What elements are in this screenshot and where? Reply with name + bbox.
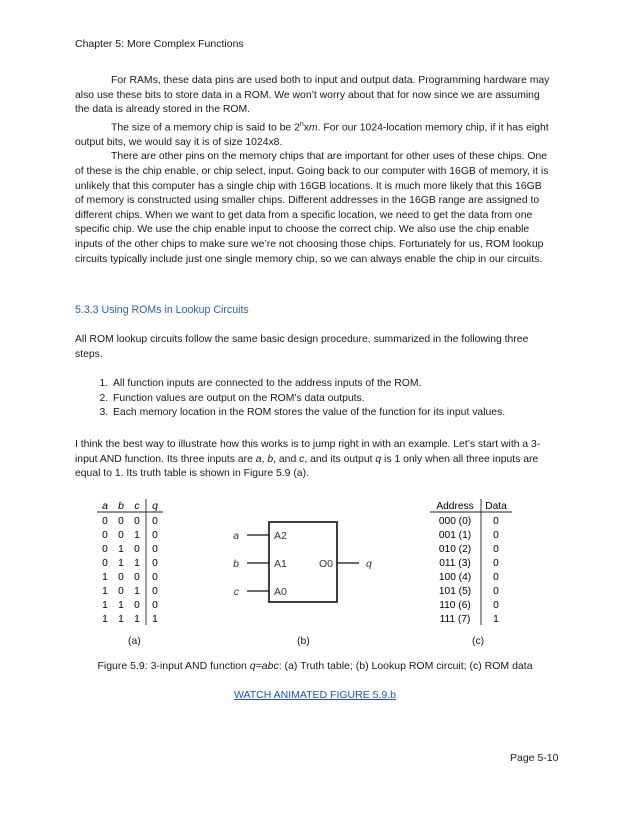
truth-table-cell: 0 [102,530,108,541]
truth-table-cell: 1 [118,614,124,625]
truth-table-cell: 0 [118,586,124,597]
truth-table-cell: 0 [152,572,158,583]
truth-table-cell: 0 [152,516,158,527]
rom-data-value-cell: 0 [493,516,499,527]
truth-table-cell: 0 [102,516,108,527]
rom-data-header-address: Address [436,501,474,512]
truth-table-cell: 1 [134,586,140,597]
chapter-header: Chapter 5: More Complex Functions [75,38,244,50]
truth-table-cell: 1 [102,614,108,625]
truth-table-header-q: q [152,500,158,512]
rom-data-value-cell: 0 [493,558,499,569]
output-pin-o0: O0 [318,558,333,570]
subcaption-a: (a) [128,636,141,647]
step-item: 2. Function values are output on the ROM’s data outputs. [111,392,581,407]
rom-data-address-cell: 100 (4) [438,572,472,583]
truth-table-cell: 1 [134,530,140,541]
subcaption-c: (c) [472,636,485,647]
input-label-b: b [233,558,239,570]
address-pin-a1: A1 [274,558,287,570]
truth-table-cell: 0 [118,530,124,541]
paragraph-ram-pins: For RAMs, these data pins are used both to input and output data. Programming hardware may also use these bits to store data in a ROM. We won’t worry about that for now since we are assuming the data is already stored in the ROM. [75,75,550,116]
truth-table-cell: 0 [152,530,158,541]
truth-table-cell: 0 [102,544,108,555]
paragraph-chip-size: The size of a memory chip is said to be 2$^n$xm. For our 1024-location memory chip, if it has eight output bits, we would say it is of size 1024x8. [75,120,549,148]
rom-data-value-cell: 0 [493,530,499,541]
input-label-c: c [233,586,239,598]
page-number: Page 5-10 [510,752,559,764]
truth-table-header-b: b [118,500,124,512]
paragraph-example: I think the best way to illustrate how this works is to jump right in with an example. Let’s start with a 3-input AND function. Its three inputs are a, b, and c, and its output q is 1 only when all three inputs are equal to 1. Its truth table is shown in Figure 5.9 (a). [75,439,541,480]
paragraph-chip-enable: There are other pins on the memory chips that are important for other uses of these chips. One of these is the chip enable, or chip select, input. Going back to our computer with 16GB of memory, it is unlikely that this computer has a single chip with 16GB locations. It is much more likely that this 16GB of memory is constructed using smaller chips. Different addresses in the 16GB range are assigned to different chips. When we want to get data from a specific location, we need to get the data from one specific chip. We use the chip enable input to choose the correct chip. We also use the chip enable inputs of the other chips to make sure we’re not choosing those chips. Fortunately for us, ROM lookup circuits typically include just one single memory chip, so we can always enable the chip in our circuits. [75,151,549,265]
truth-table-cell: 1 [118,600,124,611]
address-pin-a2: A2 [274,530,287,542]
truth-table-cell: 1 [102,586,108,597]
truth-table-cell: 0 [134,600,140,611]
rom-data-address-cell: 010 (2) [438,544,472,555]
rom-data-address-cell: 000 (0) [438,516,472,527]
step-item: 1. All function inputs are connected to the address inputs of the ROM. [111,377,581,392]
truth-table-cell: 1 [118,558,124,569]
truth-table-cell: 1 [118,544,124,555]
rom-data-value-cell: 0 [493,600,499,611]
truth-table-cell: 0 [134,516,140,527]
truth-table-cell: 1 [134,614,140,625]
truth-table-cell: 1 [102,600,108,611]
truth-table-cell: 0 [152,586,158,597]
truth-table-cell: 0 [134,572,140,583]
truth-table-cell: 0 [118,516,124,527]
truth-table-header-a: a [102,500,108,512]
address-pin-a0: A0 [274,586,287,598]
section-heading: 5.3.3 Using ROMs in Lookup Circuits [75,304,249,316]
step-item: 3. Each memory location in the ROM stores the value of the function for its input values. [111,406,581,421]
truth-table-cell: 0 [152,558,158,569]
rom-data-header-data: Data [485,501,507,512]
subcaption-b: (b) [297,636,310,647]
body-paragraphs [75,74,553,267]
rom-data-address-cell: 011 (3) [439,558,471,569]
truth-table [95,497,175,627]
rom-data-value-cell: 0 [493,586,499,597]
rom-data-value-cell: 1 [493,614,499,625]
truth-table-cell: 1 [152,614,158,625]
truth-table-cell: 1 [134,558,140,569]
rom-data-address-cell: 111 (7) [439,614,471,625]
truth-table-cell: 0 [102,558,108,569]
truth-table-cell: 1 [102,572,108,583]
output-label-q: q [366,558,372,570]
figure-caption: Figure 5.9: 3-input AND function q=abc: (a) Truth table; (b) Lookup ROM circuit; (c) ROM data [97,660,533,672]
paragraph-design-procedure: All ROM lookup circuits follow the same basic design procedure, summarized in the following three steps. [75,334,529,360]
rom-data-value-cell: 0 [493,544,499,555]
truth-table-header-c: c [134,500,140,512]
steps-list [75,377,581,421]
input-label-a: a [233,530,239,542]
rom-circuit [225,520,385,610]
truth-table-cell: 0 [152,600,158,611]
truth-table-cell: 0 [118,572,124,583]
rom-data-table [420,497,530,627]
rom-data-address-cell: 110 (6) [439,600,471,611]
truth-table-cell: 0 [134,544,140,555]
rom-data-address-cell: 001 (1) [438,530,472,541]
watch-animated-figure-link[interactable]: WATCH ANIMATED FIGURE 5.9.b [234,689,396,701]
truth-table-cell: 0 [152,544,158,555]
rom-data-address-cell: 101 (5) [438,586,472,597]
rom-data-value-cell: 0 [493,572,499,583]
